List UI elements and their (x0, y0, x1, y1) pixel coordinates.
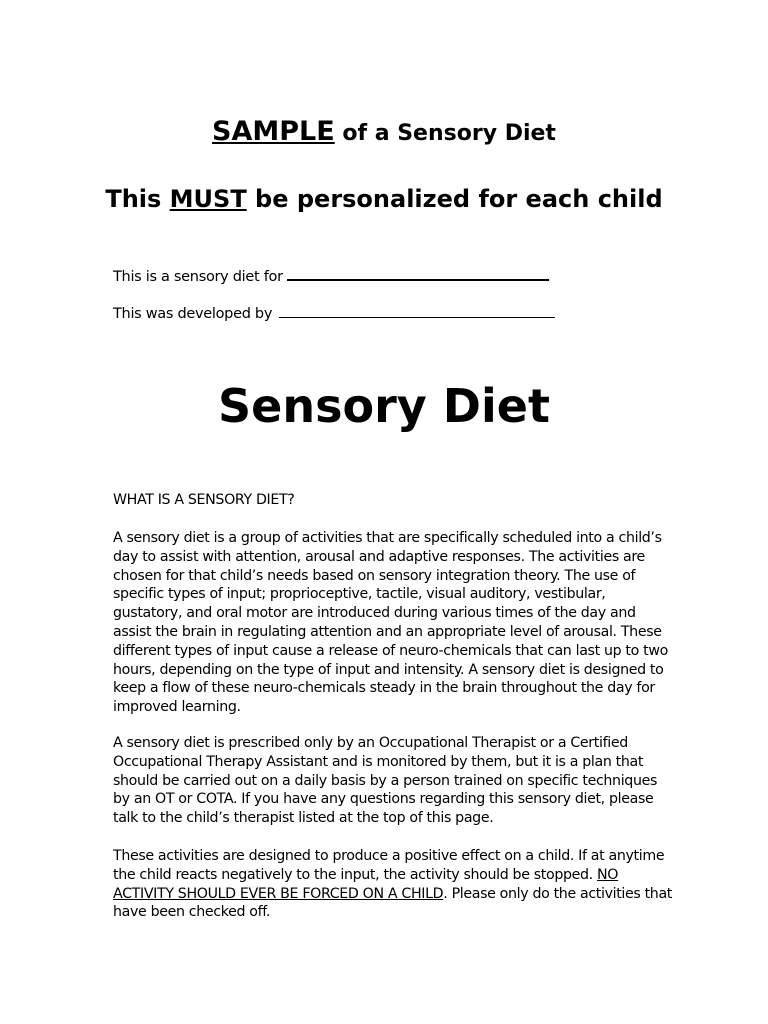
paragraph-safety (113, 847, 673, 922)
safety-warning: NO ACTIVITY SHOULD EVER BE FORCED ON A CHILD (113, 866, 619, 902)
diet-for-field (113, 265, 549, 287)
diet-for-blank-line (287, 265, 549, 281)
section-question: WHAT IS A SENSORY DIET? (113, 492, 295, 508)
developed-by-blank-line (279, 303, 555, 318)
personalized-subtitle (0, 181, 768, 217)
subtitle-emphasis: MUST (169, 185, 247, 213)
developed-by-field (113, 303, 555, 324)
subtitle-after: be personalized for each child (246, 185, 663, 213)
safety-text: These activities are designed to produce a positive effect on a child. If at anytime the child reacts negatively to the input, the activity should be stopped. (113, 848, 665, 883)
developed-by-label: This was developed by (113, 306, 273, 322)
paragraph-prescription: A sensory diet is prescribed only by an Occupational Therapist or a Certified Occupational Therapy Assistant and is monitored by them, but it is a plan that should be carried out on a daily basis by a person trained on specific techniques by an OT or COTA. If you have any questions regarding this sensory diet, please talk to the child’s therapist listed at the top of this page. (113, 735, 658, 827)
sample-title (0, 112, 768, 154)
diet-for-label: This is a sensory diet for (113, 269, 283, 285)
main-heading: Sensory Diet (218, 379, 550, 433)
sample-word: SAMPLE (212, 116, 335, 147)
subtitle-before: This (105, 185, 170, 213)
sample-title-rest: of a Sensory Diet (334, 121, 556, 146)
safety-after: . Please only do the activities that have been checked off. (113, 885, 673, 921)
paragraph-definition: A sensory diet is a group of activities that are specifically scheduled into a child’s day to assist with attention, arousal and adaptive responses. The activities are chosen for that child’s needs based on sensory integration theory. The use of specific types of input; proprioceptive, tactile, visual auditory, vestibular, gustatory, and oral motor are introduced during various times of the day and assist the brain in regulating attention and an appropriate level of arousal. These different types of input cause a release of neuro-chemicals that can last up to two hours, depending on the type of input and intensity. A sensory diet is designed to keep a flow of these neuro-chemicals steady in the brain throughout the day for improved learning. (113, 530, 668, 716)
